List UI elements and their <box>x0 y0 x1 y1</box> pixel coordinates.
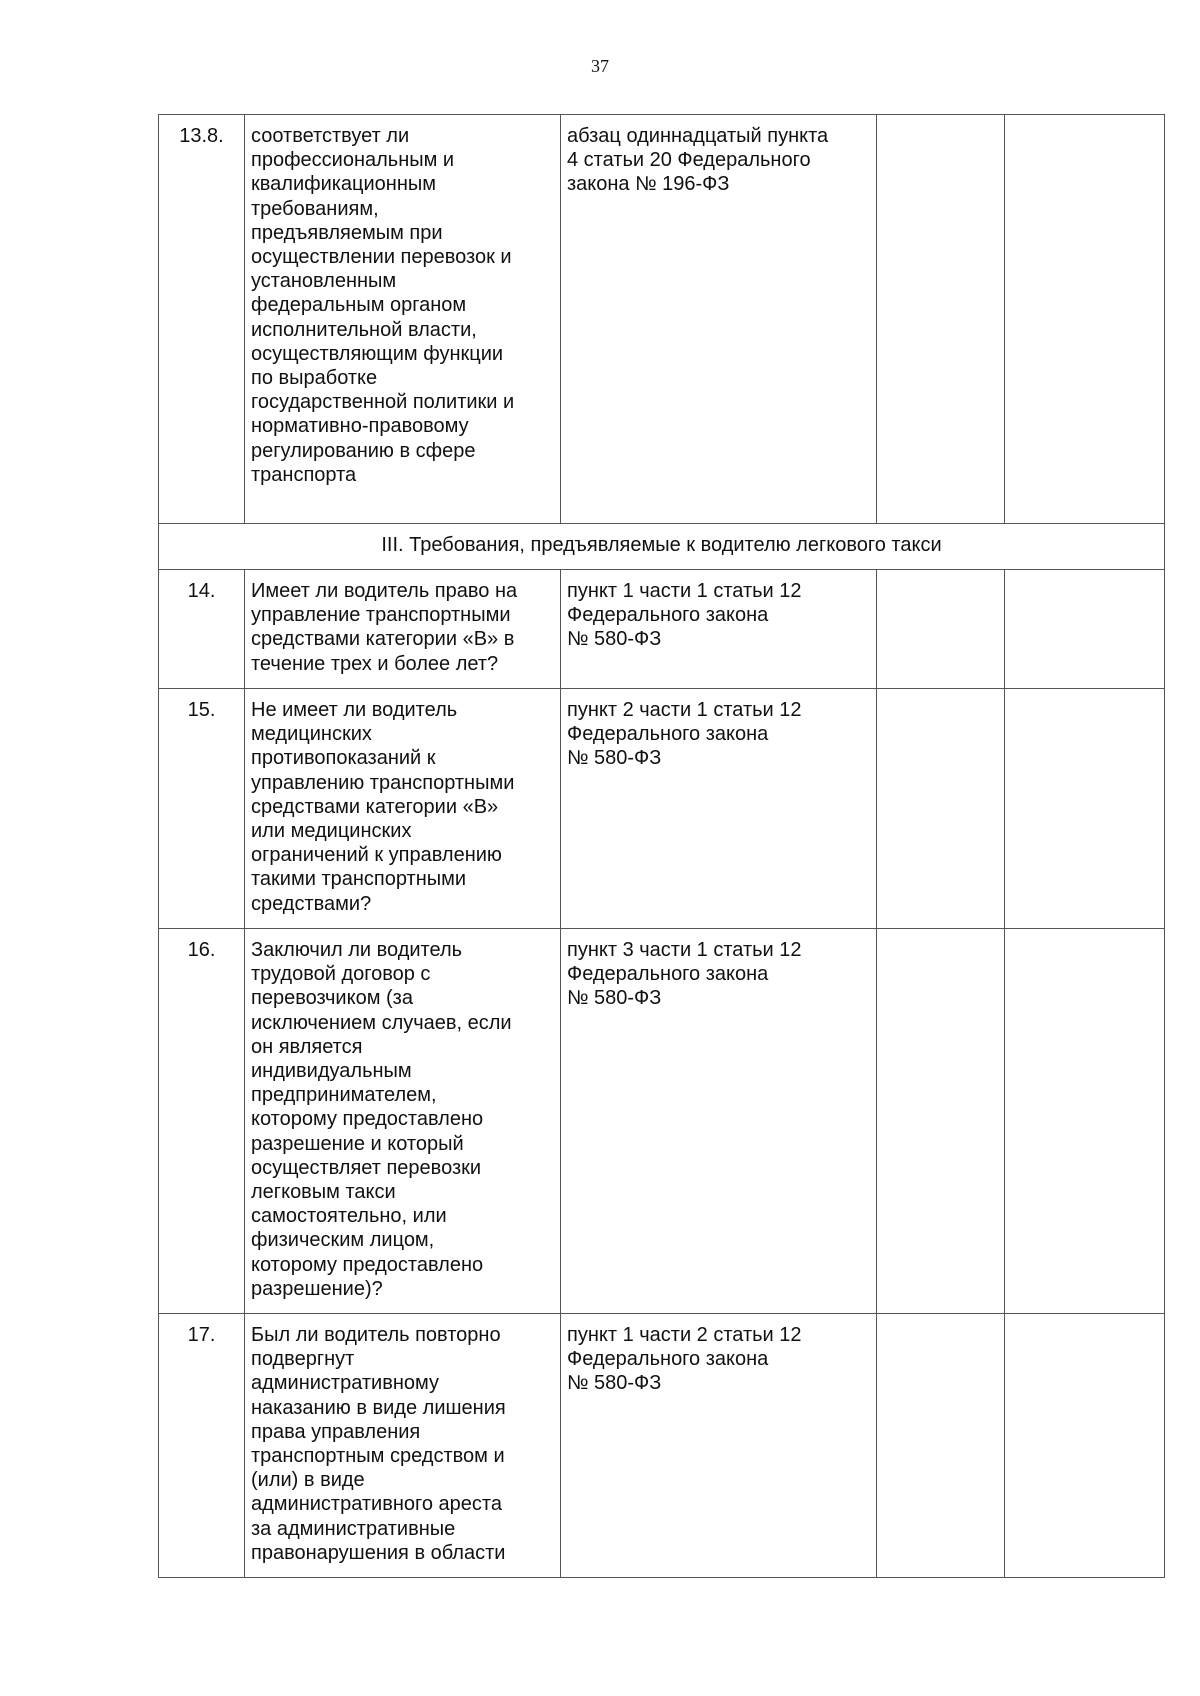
table-row <box>159 115 1165 524</box>
reference-cell: абзац одиннадцатый пункта 4 статьи 20 Федерального закона № 196-ФЗ <box>561 115 877 524</box>
empty-cell-5 <box>1005 1314 1165 1578</box>
empty-cell-5 <box>1005 115 1165 524</box>
row-number: 14. <box>159 570 245 689</box>
empty-cell-4 <box>877 689 1005 929</box>
reference-cell: пункт 1 части 1 статьи 12 Федерального закона № 580-ФЗ <box>561 570 877 689</box>
question-cell: Имеет ли водитель право на управление транспортными средствами категории «В» в течение трех и более лет? <box>245 570 561 689</box>
empty-cell-4 <box>877 1314 1005 1578</box>
empty-cell-4 <box>877 570 1005 689</box>
section-header-row <box>159 524 1165 570</box>
section-header: III. Требования, предъявляемые к водителю легкового такси <box>159 524 1165 570</box>
row-number: 17. <box>159 1314 245 1578</box>
table-row <box>159 929 1165 1314</box>
row-number: 15. <box>159 689 245 929</box>
reference-cell: пункт 3 части 1 статьи 12 Федерального закона № 580-ФЗ <box>561 929 877 1314</box>
checklist-table <box>158 114 1165 1578</box>
row-number: 16. <box>159 929 245 1314</box>
page-number: 37 <box>591 56 609 76</box>
empty-cell-4 <box>877 929 1005 1314</box>
row-number: 13.8. <box>159 115 245 524</box>
table-row <box>159 689 1165 929</box>
question-cell: Был ли водитель повторно подвергнут административному наказанию в виде лишения права управления транспортным средством и (или) в виде административного ареста за административные правонарушения в области <box>245 1314 561 1578</box>
reference-cell: пункт 2 части 1 статьи 12 Федерального закона № 580-ФЗ <box>561 689 877 929</box>
reference-cell: пункт 1 части 2 статьи 12 Федерального закона № 580-ФЗ <box>561 1314 877 1578</box>
question-cell: Не имеет ли водитель медицинских противопоказаний к управлению транспортными средствами категории «В» или медицинских ограничений к управлению такими транспортными средствами? <box>245 689 561 929</box>
question-cell: соответствует ли профессиональным и квалификационным требованиям, предъявляемым при осуществлении перевозок и установленным федеральным органом исполнительной власти, осуществляющим функции по выработке государственной политики и нормативно-правовому регулированию в сфере транспорта <box>245 115 561 524</box>
empty-cell-5 <box>1005 570 1165 689</box>
table-row <box>159 570 1165 689</box>
empty-cell-5 <box>1005 929 1165 1314</box>
empty-cell-4 <box>877 115 1005 524</box>
question-cell: Заключил ли водитель трудовой договор с перевозчиком (за исключением случаев, если он является индивидуальным предпринимателем, которому предоставлено разрешение и который осуществляет перевозки легковым такси самостоятельно, или физическим лицом, которому предоставлено разрешение)? <box>245 929 561 1314</box>
empty-cell-5 <box>1005 689 1165 929</box>
table-row <box>159 1314 1165 1578</box>
